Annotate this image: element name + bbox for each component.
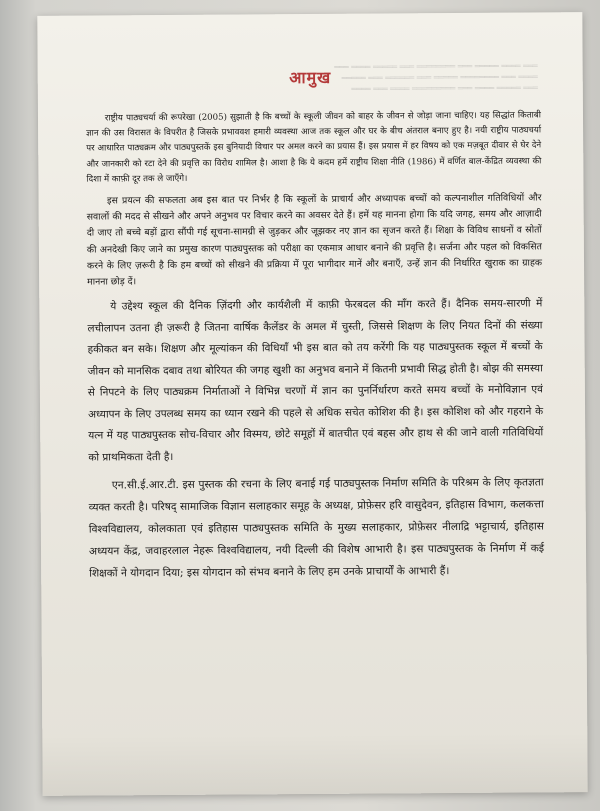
- page-shadow: [42, 732, 587, 796]
- paragraph-4: एन.सी.ई.आर.टी. इस पुस्तक की रचना के लिए बनाई गई पाठ्यपुस्तक निर्माण समिति के परिश्रम के लिए कृतज्ञता व्यक्त करती है। परिषद् सामाजिक विज्ञान सलाहकार समूह के अध्यक्ष, प्रोफ़ेसर हरि वासुदेवन, इतिहास विभाग, कलकत्ता विश्वविद्यालय, कोलकाता एवं इतिहास पाठ्यपुस्तक समिति के मुख्य सलाहकार, प्रोफ़ेसर नीलाद्रि भट्टाचार्य, इतिहास अध्ययन केंद्र, जवाहरलाल नेहरू विश्वविद्यालय, नयी दिल्ली की विशेष आभारी है। इस पाठ्यपुस्तक के निर्माण में कई शिक्षकों ने योगदान दिया; इस योगदान को संभव बनाने के लिए हम उनके प्राचार्यों के आभारी हैं।: [88, 476, 545, 580]
- paragraph-1: राष्ट्रीय पाठ्यचर्या की रूपरेखा (2005) सुझाती है कि बच्चों के स्कूली जीवन को बाहर के जीवन से जोड़ा जाना चाहिए। यह सिद्धांत किताबी ज्ञान की उस विरासत के विपरीत है जिसके प्रभाववश हमारी व्यवस्था आज तक स्कूल और घर के बीच अंतराल बनाए हुए है। नयी राष्ट्रीय पाठ्यचर्या पर आधारित पाठ्यक्रम और पाठ्यपुस्तकें इस बुनियादी विचार पर अमल करने का प्रयास हैं। इस प्रयास में हर विषय को एक मज़बूत दीवार से घेर देने और जानकारी को रटा देने की प्रवृत्ति का विरोध शामिल है। आशा है कि ये कदम हमें राष्ट्रीय शिक्षा नीति (1986) में वर्णित बाल-केंद्रित व्यवस्था की दिशा में काफ़ी दूर तक ले जाएँगे।: [86, 110, 542, 185]
- page-body: [86, 108, 544, 590]
- show-through-text: ═══ ════ ═════ ═══ ════════ ═══ ═════ ════ ═══ ════ ═══ ════════ ═════ ═══ ══════ ═══ ═════ ═══ ═════ ════ ═══ ═════════ ════ ═══ ════: [334, 61, 538, 94]
- paragraph-3: ये उद्देश्य स्कूल की दैनिक ज़िंदगी और कार्यशैली में काफ़ी फेरबदल की माँग करते हैं। दैनिक समय-सारणी में लचीलापन उतना ही ज़रूरी है जितना वार्षिक कैलेंडर के अमल में चुस्ती, जिससे शिक्षण के लिए नियत दिनों की संख्या हकीकत बन सके। शिक्षण और मूल्यांकन की विधियाँ भी इस बात को तय करेंगी कि यह पाठ्यपुस्तक स्कूल में बच्चों के जीवन को मानसिक दबाव तथा बोरियत की जगह खुशी का अनुभव बनाने में कितनी प्रभावी सिद्ध होती है। बोझ की समस्या से निपटने के लिए पाठ्यक्रम निर्माताओं ने विभिन्न चरणों में ज्ञान का पुनर्निर्धारण करते समय बच्चों के मनोविज्ञान एवं अध्यापन के लिए उपलब्ध समय का ध्यान रखने की पहले से अधिक सचेत कोशिश की है। इस कोशिश को और गहराने के यत्न में यह पाठ्यपुस्तक सोच-विचार और विस्मय, छोटे समूहों में बातचीत एवं बहस और हाथ से की जाने वाली गतिविधियों को प्राथमिकता देती है।: [87, 297, 544, 464]
- book-page: [37, 12, 587, 796]
- page-title: आमुख: [289, 67, 332, 88]
- paragraph-2: इस प्रयत्न की सफलता अब इस बात पर निर्भर है कि स्कूलों के प्राचार्य और अध्यापक बच्चों को कल्पनाशील गतिविधियों और सवालों की मदद से सीखने और अपने अनुभव पर विचार करने का अवसर देते हैं। हमें यह मानना होगा कि यदि जगह, समय और आज़ादी दी जाए तो बच्चे बड़ों द्वारा सौंपी गई सूचना-सामग्री से जुड़कर और जूझकर नए ज्ञान का सृजन करते हैं। शिक्षा के विविध साधनों व स्रोतों की अनदेखी किए जाने का प्रमुख कारण पाठ्यपुस्तक को परीक्षा का एकमात्र आधार बनाने की प्रवृत्ति है। सर्जना और पहल को विकसित करने के लिए ज़रूरी है कि हम बच्चों को सीखने की प्रक्रिया में पूरा भागीदार मानें और बनाएँ, उन्हें ज्ञान की निर्धारित खुराक का ग्राहक मानना छोड़ दें।: [86, 192, 543, 288]
